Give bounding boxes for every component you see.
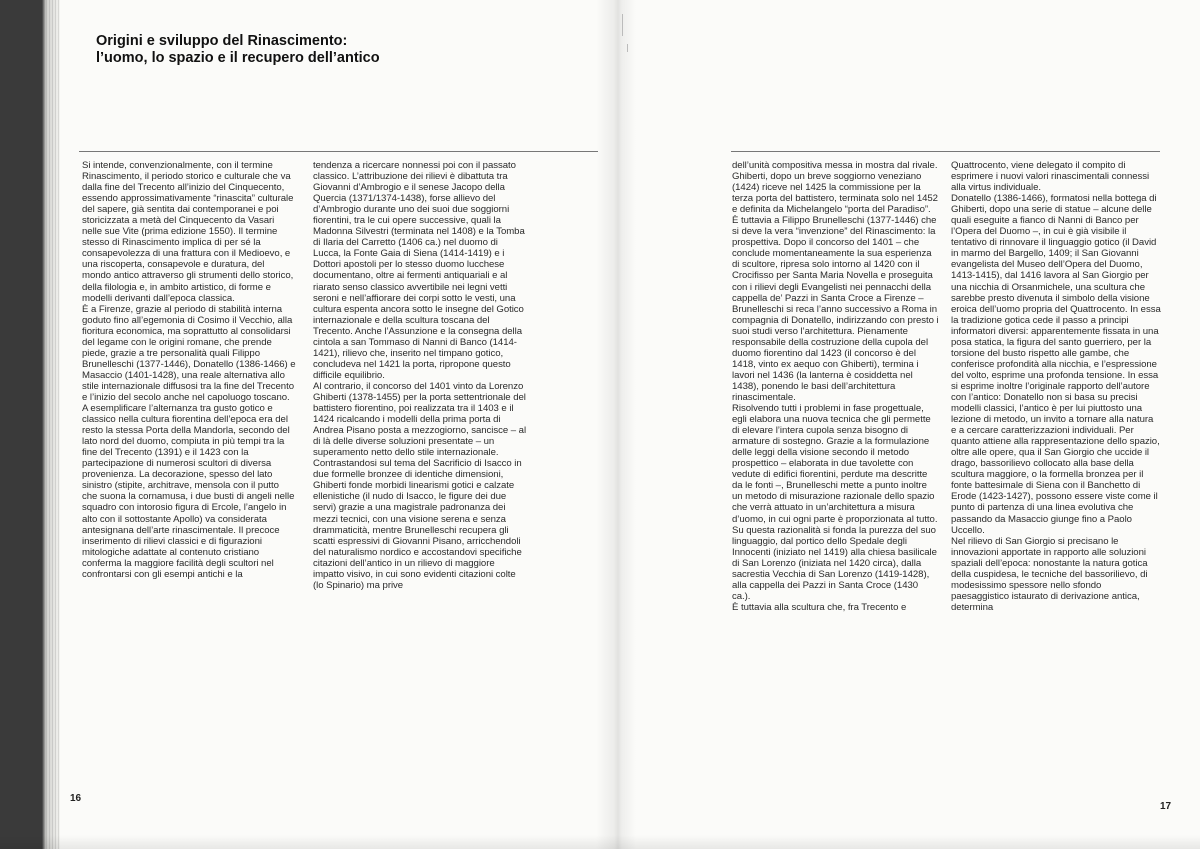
scan-artifact [622, 14, 623, 36]
paragraph: Risolvendo tutti i problemi in fase progettuale, egli elabora una nuova tecnica che gli permette di elevare l’intera cupola senza bisogno di armature di sostegno. Grazie a la formulazione delle leggi della visione secondo il metodo prospettico – elaborata in due tavolette con vedute di edifici fiorentini, perdute ma descritte da le fonti –, Brunelleschi mette a punto inoltre un metodo di misurazione razionale dello spazio che verrà attuato in un’architettura a misura d’uomo, in cui ogni parte è proporzionata al tutto. Su questa razionalità si fonda la purezza del suo linguaggio, dal portico dello Spedale degli Innocenti (iniziato nel 1419) alla chiesa basilicale di San Lorenzo (iniziata nel 1420 circa), dalla sacrestia Vecchia di San Lorenzo (1419-1428), alla cappella dei Pazzi in Santa Croce (1430 ca.). [732, 403, 938, 602]
paragraph: Si intende, convenzionalmente, con il termine Rinascimento, il periodo storico e culturale che va dalla fine del Trecento all’inizio del Cinquecento, essendo approssimativamente “rinascita” culturale del sapere, già sentita dai contemporanei e poi storicizzata a metà del Cinquecento da Vasari nelle sue Vite (prima edizione 1550). Il termine stesso di Rinascimento implica di per sé la consapevolezza di una frattura con il Medioevo, e una riscoperta, consapevole e duratura, del mondo antico attraverso gli strumenti dello storico, della filologia e, in ambito artistico, di forme e modelli derivanti dall’epoca classica. [82, 160, 294, 304]
paragraph: È tuttavia alla scultura che, fra Trecento e [732, 601, 907, 613]
paragraph: Al contrario, il concorso del 1401 vinto da Lorenzo Ghiberti (1378-1455) per la porta settentrionale del battistero fiorentino, poi realizzata tra il 1403 e il 1424 ricalcando i modelli della prima porta di Andrea Pisano posta a mezzogiorno, sancisce – al di là delle diverse soluzioni presentate – un superamento netto dello stile internazionale. Contrastandosi sul tema del Sacrificio di Isacco in due formelle bronzee di identiche dimensioni, Ghiberti fonde morbidi linearismi gotici e calzate ellenistiche (il nudo di Isacco, le figure dei due servi) grazie a una magistrale padronanza dei mezzi tecnici, con una visione serena e senza drammaticità, mentre Brunelleschi recupera gli scatti espressivi di Giovanni Pisano, arricchendoli del naturalismo nordico e accostandovi specifiche citazioni dell’antico in un rilievo di maggiore impatto visivo, in cui sono evidenti citazioni colte (lo Spinario) ma prive [313, 380, 527, 591]
text-column-1 [82, 160, 296, 580]
right-page-rule [731, 151, 1160, 152]
left-page-rule [79, 151, 598, 152]
paragraph: dell’unità compositiva messa in mostra dal rivale. Ghiberti, dopo un breve soggiorno veneziano (1424) riceve nel 1425 la commissione per la terza porta del battistero, terminata solo nel 1452 e definita da Michelangelo “porta del Paradiso”. [732, 160, 938, 216]
chapter-heading [96, 33, 380, 67]
page-edges [46, 0, 60, 849]
heading-line-2: l’uomo, lo spazio e il recupero dell’antico [96, 50, 380, 66]
page-bottom-shadow [0, 835, 1200, 849]
paragraph: tendenza a ricercare nonnessi poi con il passato classico. L’attribuzione dei rilievi è dibattuta tra Giovanni d’Ambrogio e il senese Jacopo della Quercia (1371/1374-1438), forse allievo del d’Ambrogio durante uno dei suoi due soggiorni fiorentini, tra le cui opere successive, quali la Madonna Silvestri (terminata nel 1408) e la Tomba di Ilaria del Carretto (1406 ca.) nel duomo di Lucca, la Fonte Gaia di Siena (1414-1419) e i Dottori apostoli per lo stesso duomo lucchese documentano, oltre ai fermenti antiquariali e al riarato senso classico avvertibile nei legni vetti seroni e nell’affiorare dei corpi sotto le vesti, una cultura espenta ancora sotto le insegne del Gotico internazionale e della scultura toscana del Trecento. Anche l’Assunzione e la consegna della cintola a san Tommaso di Nanni di Banco (1414-1421), rilievo che, inserito nel timpano gotico, concludeva nel 1421 la porta, ripropone questo difficile equilibrio. [313, 160, 525, 381]
paragraph: A esemplificare l’alternanza tra gusto gotico e classico nella cultura fiorentina dell’epoca era del resto la stessa Porta della Mandorla, secondo del lato nord del duomo, compiuta in più tempi tra la fine del Trecento (1391) e il 1423 con la partecipazione di numerosi scultori di diversa provenienza. La decorazione, spesso del lato sinistro (stipite, architrave, mensola con il putto che suona la cornamusa, i due busti di angeli nelle squadro con intorosio figura di Ercole, l’angelo in alto con il sottostante Apollo) va considerata antesignana dell’arte rinascimentale. Il precoce inserimento di rilievi classici e di figurazioni mitologiche adattate al contenuto cristiano conferma la maggiore facilità degli scultori nel confrontarsi con gli esempi antichi e la [82, 403, 295, 580]
paragraph: È tuttavia a Filippo Brunelleschi (1377-1446) che si deve la vera “invenzione” del Rinascimento: la prospettiva. Dopo il concorso del 1401 – che conclude momentaneamente la sua esperienza di scultore, ripresa solo intorno al 1420 con il Crocifisso per Santa Maria Novella e proseguita con i rilievi degli Evangelisti nei pennacchi della cappella de’ Pazzi in Santa Croce a Firenze – Brunelleschi si reca l’anno successivo a Roma in compagnia di Donatello, indirizzando con presto i suoi studi verso l’architettura. Pienamente responsabile della costruzione della cupola del duomo fiorentino dal 1423 (il concorso è del 1418, vinto ex aequo con Ghiberti), termina i lavori nel 1436 (la lanterna è cosiddetta nel 1438), ponendo le basi dell’architettura rinascimentale. [732, 215, 939, 403]
paragraph: Donatello (1386-1466), formatosi nella bottega di Ghiberti, dopo una serie di statue – alcune delle quali eseguite a fianco di Nanni di Banco per l’Opera del Duomo –, in cui è già visibile il tentativo di rinnovare il linguaggio gotico (il David in marmo del Bargello, 1409; il San Giovanni evangelista del Museo dell’Opera del Duomo, 1413-1415), dal 1416 lavora al San Giorgio per una nicchia di Orsanmichele, una scultura che sarebbe presto divenuta il simbolo della visione eroica dell’uomo propria del Quattrocento. In essa la tradizione gotica cede il passo a principi informatori diversi: apparentemente fissata in una posa statica, la figura del santo guerriero, per la torsione del busto rispetto alle gambe, che conferisce profondità alla nicchia, e l’espressione del volto, esprime una profonda tensione. In essa si esprime inoltre l’originale rapporto dell’autore con l’antico: Donatello non si basa su precisi modelli classici, l’antico è per lui piuttosto una lezione di metodo, un invito a tornare alla natura e a cercare caratterizzazioni individuali. Per quanto attiene alla rappresentazione dello spazio, oltre alle opere, qua il San Giorgio che uccide il drago, bassorilievo collocato alla base della scultura maggiore, o la formella bronzea per il fonte battesimale di Siena con il Banchetto di Erode (1423-1427), possono essere viste come il punto di partenza di una linea evolutiva che passando da Masaccio giunge fino a Paolo Uccello. [951, 193, 1161, 536]
heading-line-1: Origini e sviluppo del Rinascimento: [96, 33, 348, 49]
text-column-4 [951, 160, 1161, 613]
scan-artifact [627, 44, 628, 52]
paragraph: Quattrocento, viene delegato il compito di esprimere i nuovi valori rinascimentali connessi alla virtus individuale. [951, 160, 1150, 194]
paragraph: Nel rilievo di San Giorgio si precisano le innovazioni apportate in rapporto alle soluzioni spaziali dell’epoca: nonostante la natura gotica della cuspidesa, le tecniche del bassorilievo, di modesissimo spessore nello sfondo paesaggistico istaurato di derivazione antica, determina [951, 535, 1148, 613]
paragraph: È a Firenze, grazie al periodo di stabilità interna goduto fino all’egemonia di Cosimo il Vecchio, alla fioritura economica, ma soprattutto al consolidarsi del legame con le origini romane, che prende piede, grazie a tre personalità quali Filippo Brunelleschi (1377-1446), Donatello (1386-1466) e Masaccio (1401-1428), una reale alternativa allo stile internazionale diffusosi tra la fine del Trecento e l’inizio del secolo anche nel capoluogo toscano. [82, 303, 296, 403]
text-column-3 [732, 160, 939, 613]
page-number-right: 17 [1160, 801, 1172, 812]
book-gutter [596, 0, 636, 849]
text-column-2 [313, 160, 527, 591]
page-number-left: 16 [70, 793, 82, 804]
